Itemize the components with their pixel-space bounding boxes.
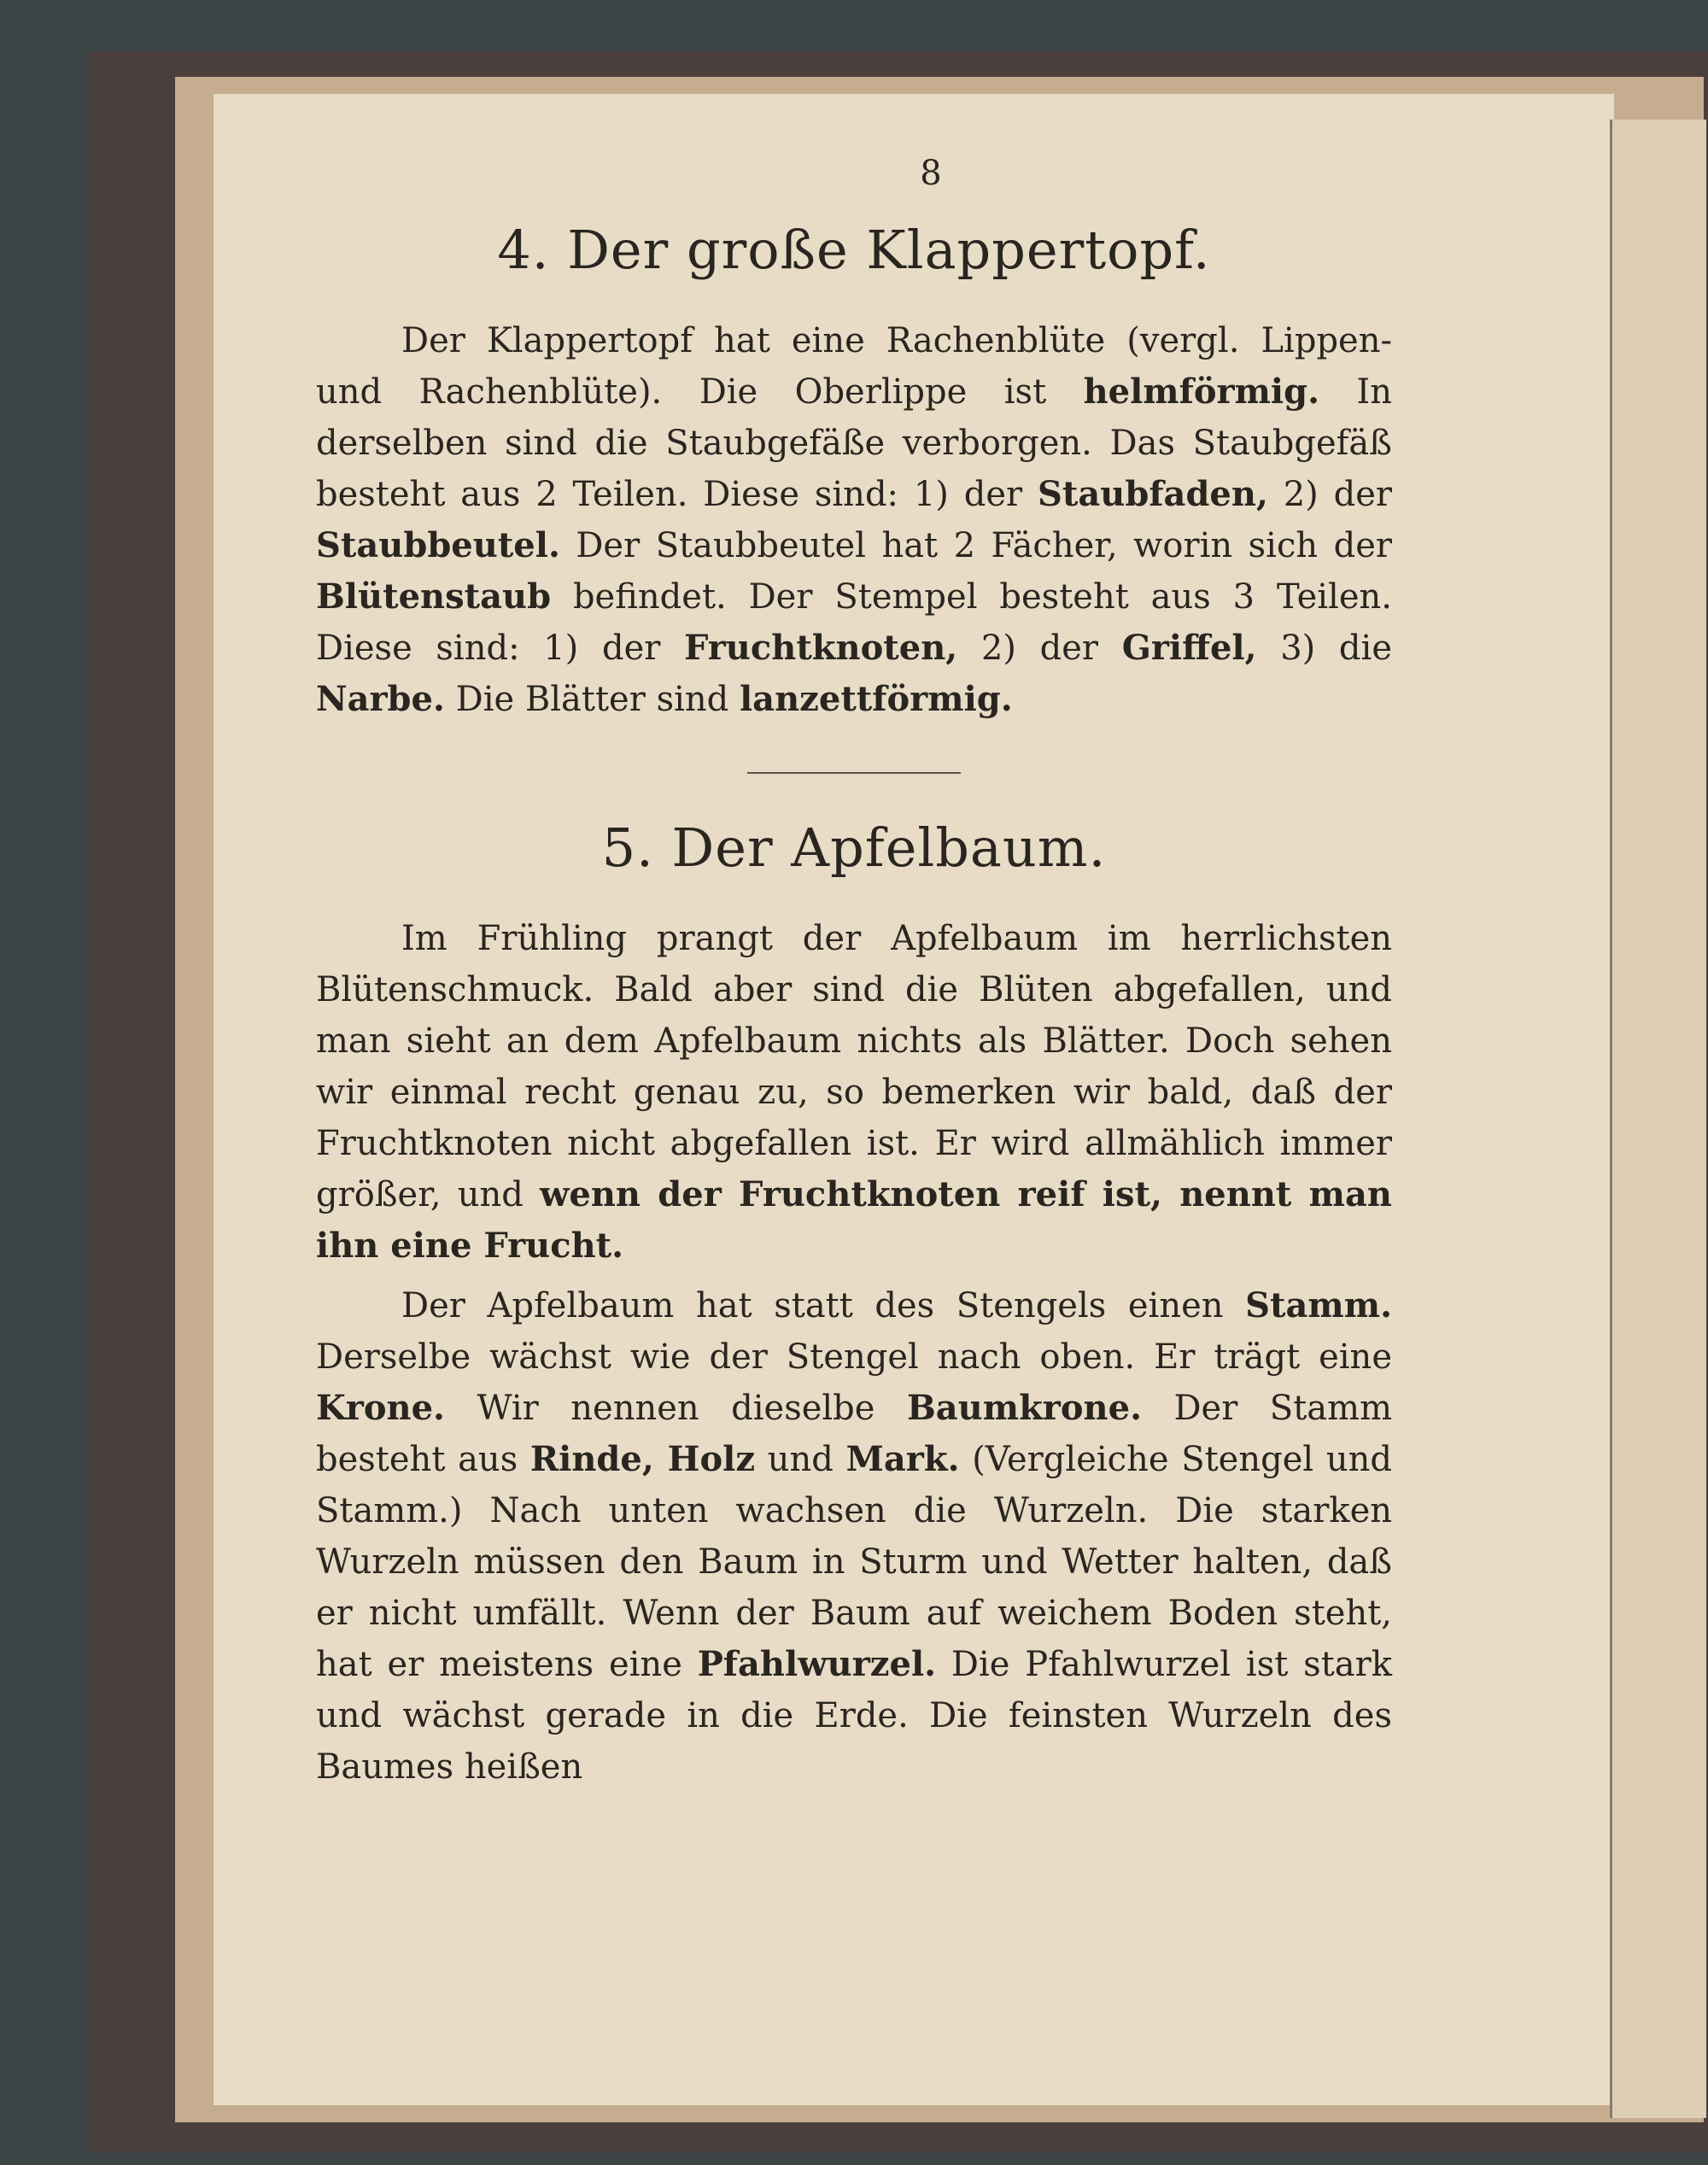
section-5-paragraph-2 bbox=[316, 1280, 1392, 1793]
emphasized-term: Rinde, Holz bbox=[529, 1439, 756, 1479]
text-run: und bbox=[755, 1440, 846, 1479]
text-run: Der Staubbeutel hat 2 Fächer, worin sich der bbox=[559, 526, 1392, 565]
text-run: In derselben sind die Staubgefäße verborgen. Das Staubgefäß besteht aus 2 Teilen. Diese sind: 1) der bbox=[316, 372, 1393, 514]
text-run: Der Stamm besteht aus bbox=[316, 1389, 1392, 1479]
emphasized-term: Krone. bbox=[316, 1388, 445, 1428]
emphasized-term: Narbe. bbox=[316, 679, 445, 719]
section-4-title: 4. Der große Klappertopf. bbox=[497, 219, 1211, 281]
text-run: 2) der bbox=[1267, 475, 1392, 514]
text-run: Der Klappertopf hat eine Rachenblüte (vergl. Lippen- und Rachenblüte). Die Oberlippe ist bbox=[316, 321, 1392, 412]
section-4-paragraph bbox=[316, 315, 1392, 725]
emphasized-term: Pfahlwurzel. bbox=[697, 1644, 937, 1684]
text-run: 2) der bbox=[957, 629, 1122, 668]
emphasized-term: Baumkrone. bbox=[906, 1388, 1142, 1428]
page-number: 8 bbox=[920, 154, 942, 193]
emphasized-term: Fruchtknoten, bbox=[684, 628, 958, 668]
emphasized-term: Stamm. bbox=[1245, 1285, 1392, 1325]
text-run: Die Blätter sind bbox=[444, 680, 740, 719]
page-content bbox=[316, 154, 1392, 1801]
emphasized-term: helmförmig. bbox=[1083, 372, 1320, 412]
emphasized-term: lanzettförmig. bbox=[739, 679, 1013, 719]
emphasized-term: Blütenstaub bbox=[316, 576, 552, 617]
text-run: 3) die bbox=[1256, 629, 1392, 668]
section-divider bbox=[747, 772, 961, 774]
section-5-title: 5. Der Apfelbaum. bbox=[601, 816, 1107, 879]
text-run: Wir nennen dieselbe bbox=[444, 1389, 907, 1428]
emphasized-term: Griffel, bbox=[1121, 628, 1257, 668]
text-run: Die Pfahlwurzel ist stark und wächst gerade in die Erde. Die feinsten Wurzeln des Baumes heißen bbox=[316, 1645, 1392, 1787]
text-run: Im Frühling prangt der Apfelbaum im herrlichsten Blütenschmuck. Bald aber sind die Blüten abgefallen, und man sieht an dem Apfelbaum nichts als Blätter. Doch sehen wir einmal recht genau zu, so bemerken wir bald, daß der Fruchtknoten nicht abgefallen ist. Er wird allmählich immer größer, und bbox=[316, 919, 1392, 1214]
text-run: Der Apfelbaum hat statt des Stengels einen bbox=[401, 1286, 1246, 1325]
emphasized-term: Mark. bbox=[845, 1439, 960, 1479]
facing-page-edge bbox=[1610, 120, 1706, 2118]
text-run: (Vergleiche Stengel und Stamm.) Nach unten wachsen die Wurzeln. Die starken Wurzeln müssen den Baum in Sturm und Wetter halten, daß er nicht umfällt. Wenn der Baum auf weichem Boden steht, hat er meistens eine bbox=[316, 1440, 1392, 1684]
emphasized-term: Staubfaden, bbox=[1037, 474, 1268, 514]
text-run: Derselbe wächst wie der Stengel nach oben. Er trägt eine bbox=[316, 1337, 1392, 1377]
section-5-paragraph-1 bbox=[316, 913, 1392, 1272]
emphasized-term: Staubbeutel. bbox=[316, 525, 560, 565]
emphasized-term: wenn der Fruchtknoten reif ist, nennt man ihn eine Frucht. bbox=[316, 1174, 1392, 1266]
text-run: befindet. Der Stempel besteht aus 3 Teilen. Diese sind: 1) der bbox=[316, 577, 1392, 668]
